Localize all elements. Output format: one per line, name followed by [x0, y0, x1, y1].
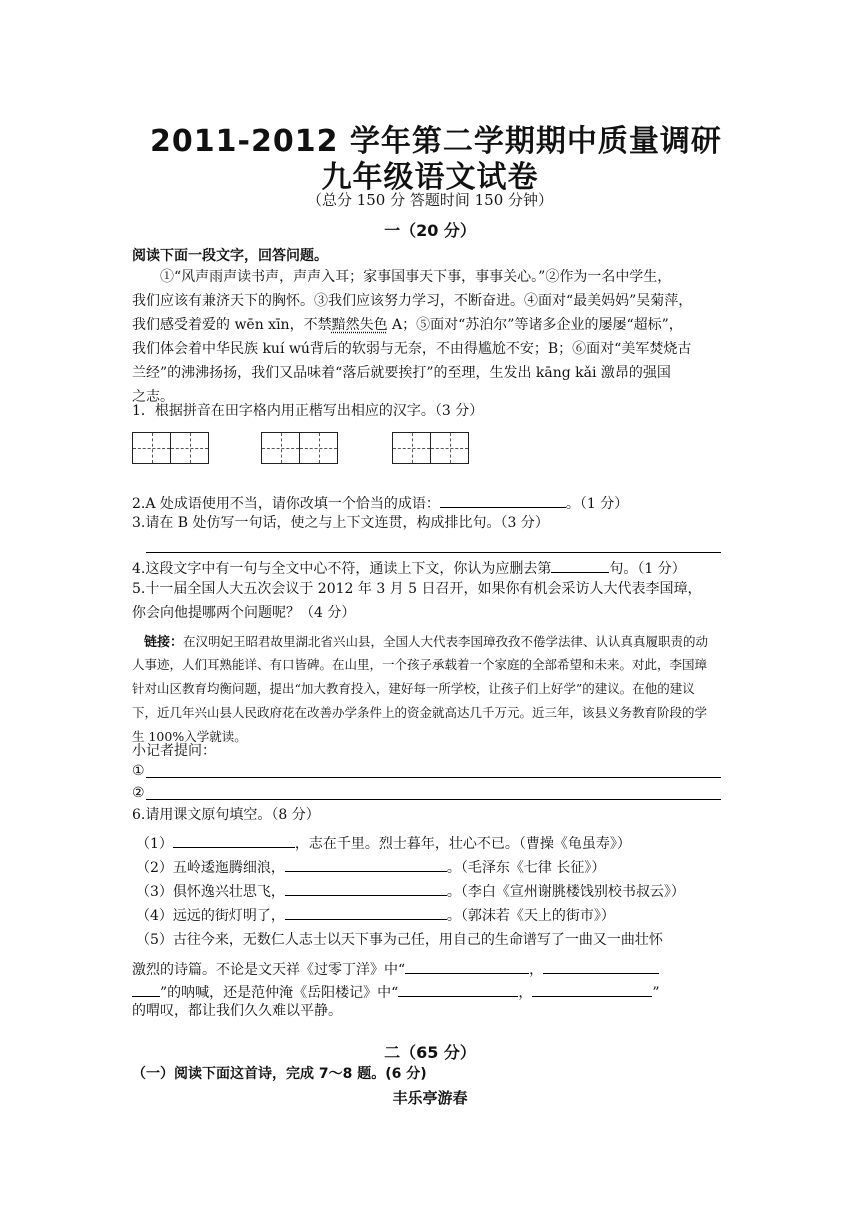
writing-grid-cell[interactable]	[261, 432, 300, 464]
q6-item-5-comma: ，	[518, 985, 533, 1001]
exam-title-line1: 2011-2012 学年第二学期期中质量调研	[150, 124, 722, 159]
link-line-1	[144, 631, 708, 650]
question-5-line-2: 你会向他提哪两个问题呢？（4 分）	[132, 605, 356, 621]
section2-subheading: （一）阅读下面这首诗，完成 7～8 题。(6 分)	[132, 1066, 427, 1082]
q6-item-5-line-4: 的喟叹，都让我们久久难以平静。	[132, 1003, 342, 1019]
q6-item-2-pre: （2）五岭逶迤腾细浪，	[136, 860, 285, 876]
answer-blank[interactable]	[285, 857, 447, 872]
question-5-line-1: 5.十一届全国人大五次会议于 2012 年 3 月 5 日召开，如果你有机会采访人大代表李国璋，	[132, 581, 702, 597]
answer-blank[interactable]	[543, 959, 659, 974]
q6-item-5-line-2	[132, 959, 659, 977]
q6-item-3-pre: （3）俱怀逸兴壮思飞，	[136, 884, 285, 900]
q6-item-5-line-3	[132, 982, 660, 1000]
writing-grid-cell[interactable]	[132, 432, 171, 464]
link-line-5: 生 100%入学就读。	[132, 729, 247, 744]
section1-instruction: 阅读下面一段文字，回答问题。	[132, 248, 328, 264]
q6-item-5-text-a: 激烈的诗篇。不论是文天祥《过零丁洋》中“	[132, 962, 406, 978]
q6-item-5-comma: ，	[529, 962, 544, 978]
answer-blank[interactable]	[532, 982, 652, 997]
exam-subtitle: （总分 150 分 答题时间 150 分钟）	[306, 191, 554, 209]
answer-blank[interactable]	[173, 833, 295, 848]
q6-item-5-text-b: ”的呐喊，还是范仲淹《岳阳楼记》中“	[160, 985, 399, 1001]
q6-item-2	[136, 857, 605, 875]
link-line-4: 下，近几年兴山县人民政府花在改善办学条件上的资金就高达几千万元。近三年，该县义务教育阶段的学	[132, 705, 708, 720]
q6-item-1-pre: （1）	[136, 836, 173, 852]
passage-line-1: ①“风声雨声读书声，声声入耳；家事国事天下事，事事关心。”②作为一名中学生，	[160, 269, 672, 285]
answer-blank[interactable]	[551, 558, 609, 573]
question-2-score: 。（1 分）	[565, 496, 629, 512]
passage-line-6: 之志。	[132, 389, 174, 405]
q6-item-1	[136, 833, 631, 851]
passage-line-3	[132, 318, 683, 332]
link-label: 链接：	[144, 635, 184, 650]
answer-blank[interactable]	[405, 959, 529, 974]
question-3: 3.请在 B 处仿写一句话，使之与上下文连贯，构成排比句。（3 分）	[132, 515, 549, 531]
q6-item-4	[136, 905, 615, 923]
section1-heading: 一（20 分）	[384, 221, 476, 240]
question-1: 1．根据拼音在田字格内用正楷写出相应的汉字。（3 分）	[132, 403, 484, 419]
q6-item-5-quote-end: ”	[652, 985, 660, 1001]
q6-item-4-post: 。（郭沫若《天上的街市》）	[446, 908, 615, 924]
q6-item-3-post: 。（李白《宣州谢朓楼饯别校书叔云》）	[446, 884, 685, 900]
q6-item-2-post: 。（毛泽东《七律 长征》）	[446, 860, 606, 876]
answer-blank[interactable]	[440, 493, 566, 508]
question-4	[132, 558, 686, 576]
question-2-text: 2.A 处成语使用不当，请你改填一个恰当的成语：	[132, 496, 440, 512]
passage-line-5: 兰经”的沸沸扬扬，我们又品味着“落后就要挨打”的至理，生发出 kāng kǎi 激昂的强国	[132, 365, 671, 381]
exam-title-line2: 九年级语文试卷	[321, 160, 539, 195]
answer-line[interactable]	[146, 799, 721, 800]
passage-line-3-end: A；⑤面对“苏泊尔”等诸多企业的屡屡“超标”，	[387, 317, 683, 333]
section2-heading: 二（65 分）	[384, 1043, 476, 1062]
passage-line-4: 我们体会着中华民族 kuí wú背后的软弱与无奈，不由得尴尬不安；B；⑥面对“美军焚烧古	[132, 341, 692, 357]
underlined-idiom: 黯然失色	[331, 317, 388, 333]
poem-title: 丰乐亭游春	[392, 1089, 468, 1107]
link-text: 在汉明妃王昭君故里湖北省兴山县，全国人大代表李国璋孜孜不倦学法律、认认真真履职责的动	[183, 634, 709, 649]
question-2	[132, 493, 628, 511]
passage-line-2: 我们应该有兼济天下的胸怀。③我们应该努力学习，不断奋进。④面对“最美妈妈”吴菊萍，	[132, 293, 693, 309]
question-marker-1: ①	[132, 763, 145, 779]
answer-blank[interactable]	[398, 982, 518, 997]
q6-item-1-post: ，志在千里。烈士暮年，壮心不已。（曹操《龟虽寿》）	[294, 836, 631, 852]
q6-item-3	[136, 881, 685, 899]
answer-blank[interactable]	[132, 982, 160, 997]
writing-grid-cell[interactable]	[430, 432, 469, 464]
link-line-2: 人事迹，人们耳熟能详、有口皆碑。在山里，一个孩子承载着一个家庭的全部希望和未来。对此，李国璋	[132, 657, 708, 672]
answer-line[interactable]	[146, 777, 721, 778]
q6-item-4-pre: （4）远远的街灯明了，	[136, 908, 285, 924]
link-line-3: 针对山区教育均衡问题，提出“加大教育投入，建好每一所学校，让孩子们上好学”的建议。在他的建议	[132, 681, 695, 696]
question-marker-2: ②	[132, 785, 145, 801]
writing-grid-cell[interactable]	[170, 432, 209, 464]
passage-line-3-start: 我们感受着爱的 wēn xīn，不禁	[132, 317, 332, 333]
question-4-text: 4.这段文字中有一句与全文中心不符，通读上下文，你认为应删去第	[132, 561, 552, 577]
writing-grid-cell[interactable]	[299, 432, 338, 464]
q6-item-5-line-1: （5）古往今来，无数仁人志士以天下事为己任，用自己的生命谱写了一曲又一曲壮怀	[136, 932, 663, 948]
answer-blank[interactable]	[285, 905, 447, 920]
reporter-label: 小记者提问：	[132, 743, 216, 759]
answer-blank[interactable]	[285, 881, 447, 896]
question-6: 6.请用课文原句填空。（8 分）	[132, 807, 320, 823]
question-4-score: 句。（1 分）	[609, 561, 686, 577]
writing-grid-cell[interactable]	[392, 432, 431, 464]
answer-line[interactable]	[146, 552, 721, 553]
